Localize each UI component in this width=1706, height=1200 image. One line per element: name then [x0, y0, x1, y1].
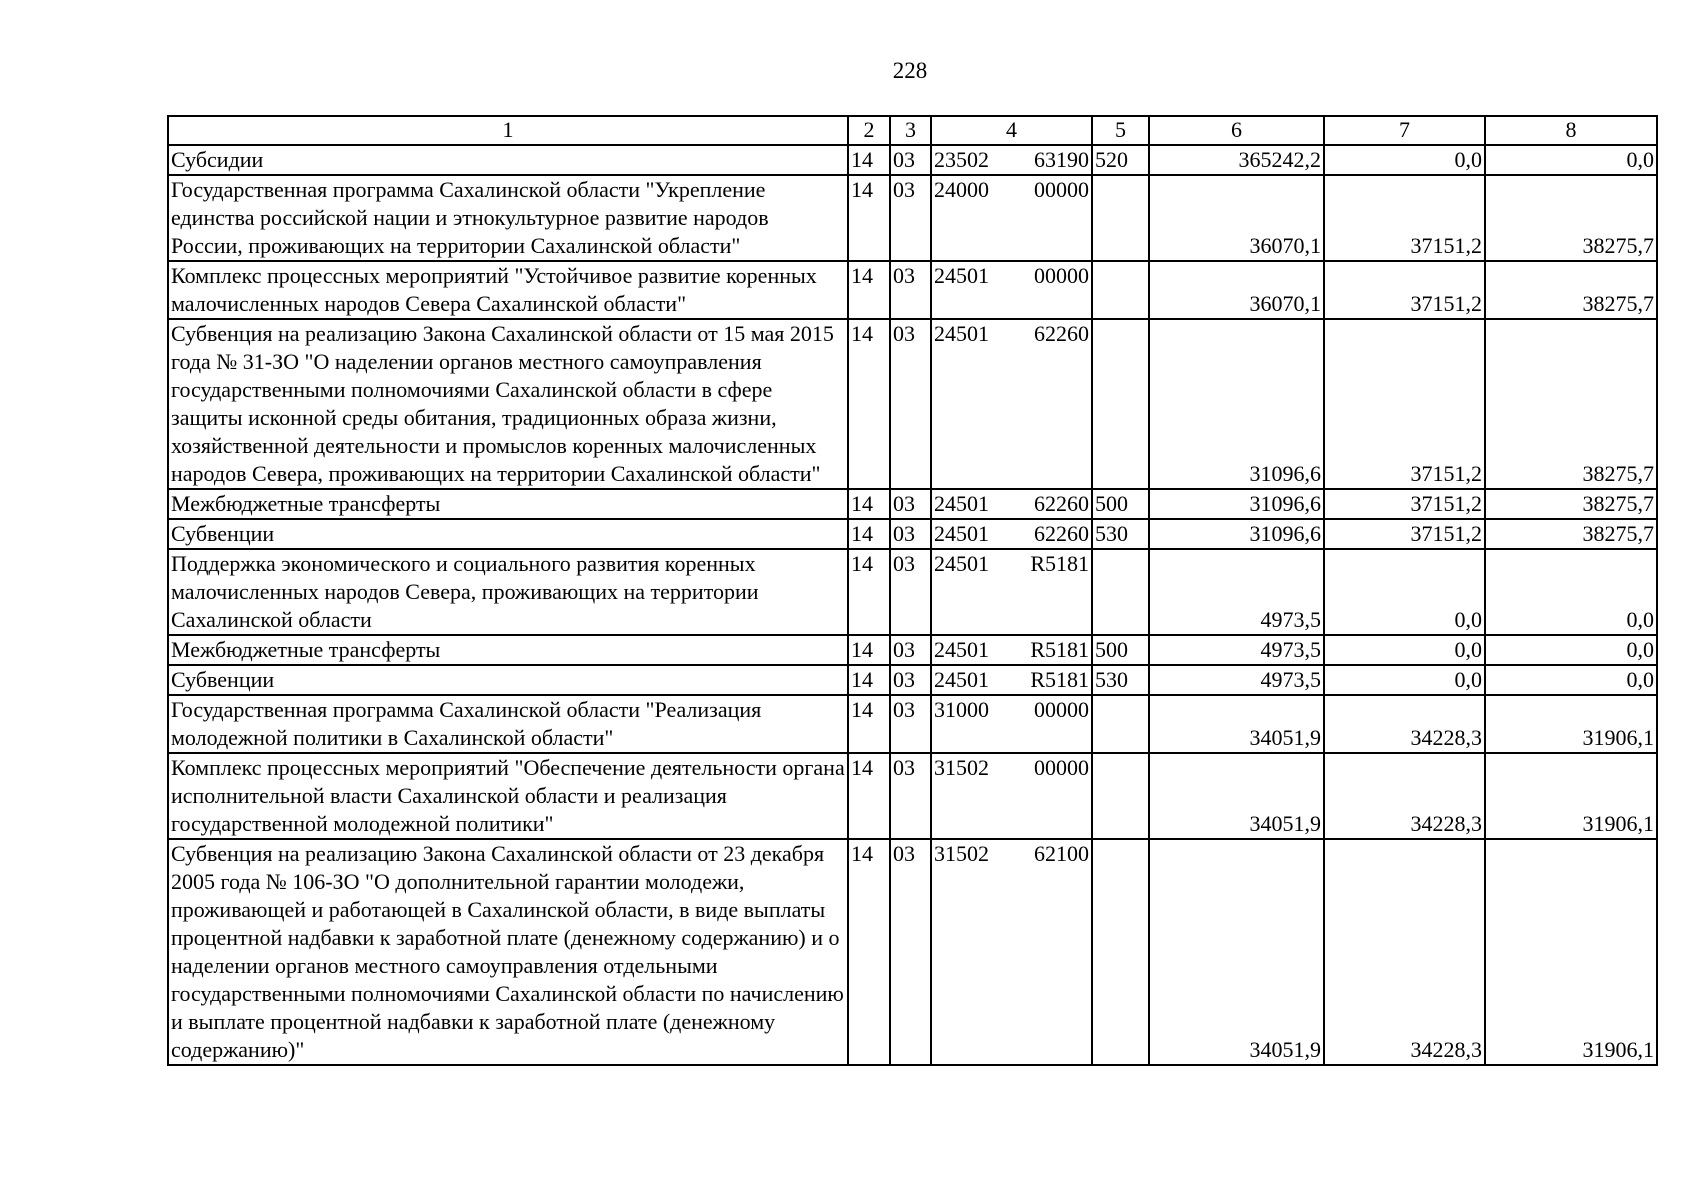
amount-col-7: 37151,2	[1324, 319, 1485, 489]
expense-type-code	[1092, 753, 1149, 839]
subsection-code: 03	[890, 175, 931, 261]
header-col-8: 8	[1485, 116, 1657, 145]
amount-col-6: 36070,1	[1149, 175, 1324, 261]
table-row	[168, 319, 1657, 489]
target-article-code	[931, 519, 1092, 549]
amount-col-6: 34051,9	[1149, 753, 1324, 839]
section-code: 14	[848, 319, 890, 489]
section-code: 14	[848, 839, 890, 1065]
target-article-program: 24501	[934, 637, 989, 662]
row-name: Субвенция на реализацию Закона Сахалинской области от 15 мая 2015 года № 31-ЗО "О наделении органов местного самоуправления государственными полномочиями Сахалинской области в сфере защиты исконной среды обитания, традиционных образа жизни, хозяйственной деятельности и промыслов коренных малочисленных народов Севера, проживающих на территории Сахалинской области"	[168, 319, 848, 489]
target-article-direction: 62260	[1034, 321, 1089, 346]
row-name: Комплекс процессных мероприятий "Устойчивое развитие коренных малочисленных народов Севера Сахалинской области"	[168, 261, 848, 319]
subsection-code: 03	[890, 319, 931, 489]
target-article-program: 31000	[934, 697, 989, 722]
subsection-code: 03	[890, 635, 931, 665]
amount-col-8: 38275,7	[1485, 489, 1657, 519]
amount-col-8: 38275,7	[1485, 319, 1657, 489]
header-col-4: 4	[931, 116, 1092, 145]
target-article-direction: 63190	[1034, 147, 1089, 172]
row-name: Государственная программа Сахалинской области "Реализация молодежной политики в Сахалинской области"	[168, 695, 848, 753]
section-code: 14	[848, 519, 890, 549]
target-article-direction: R5181	[1030, 637, 1089, 662]
expense-type-code: 520	[1092, 145, 1149, 175]
amount-col-6: 34051,9	[1149, 695, 1324, 753]
amount-col-7: 37151,2	[1324, 489, 1485, 519]
target-article-code	[931, 839, 1092, 1065]
amount-col-7: 0,0	[1324, 145, 1485, 175]
amount-col-8: 0,0	[1485, 145, 1657, 175]
header-col-7: 7	[1324, 116, 1485, 145]
row-name: Субвенция на реализацию Закона Сахалинской области от 23 декабря 2005 года № 106-ЗО "О дополнительной гарантии молодежи, проживающей и работающей в Сахалинской области, в виде выплаты процентной надбавки к заработной плате (денежному содержанию) и о наделении органов местного самоуправления отдельными государственными полномочиями Сахалинской области по начислению и выплате процентной надбавки к заработной плате (денежному содержанию)"	[168, 839, 848, 1065]
amount-col-7: 37151,2	[1324, 519, 1485, 549]
target-article-direction: R5181	[1030, 551, 1089, 576]
target-article-code	[931, 145, 1092, 175]
target-article-direction: 00000	[1034, 697, 1089, 722]
amount-col-8: 31906,1	[1485, 753, 1657, 839]
target-article-code	[931, 635, 1092, 665]
row-name: Поддержка экономического и социального развития коренных малочисленных народов Севера, проживающих на территории Сахалинской области	[168, 549, 848, 635]
section-code: 14	[848, 695, 890, 753]
target-article-direction: 00000	[1034, 755, 1089, 780]
budget-table	[167, 115, 1658, 1066]
amount-col-7: 34228,3	[1324, 753, 1485, 839]
subsection-code: 03	[890, 145, 931, 175]
row-name: Межбюджетные трансферты	[168, 489, 848, 519]
amount-col-8: 38275,7	[1485, 175, 1657, 261]
amount-col-8: 0,0	[1485, 665, 1657, 695]
amount-col-8: 0,0	[1485, 549, 1657, 635]
header-col-3: 3	[890, 116, 931, 145]
section-code: 14	[848, 175, 890, 261]
expense-type-code	[1092, 261, 1149, 319]
header-col-2: 2	[848, 116, 890, 145]
section-code: 14	[848, 261, 890, 319]
target-article-direction: 00000	[1034, 263, 1089, 288]
target-article-direction: 00000	[1034, 177, 1089, 202]
target-article-direction: 62260	[1034, 521, 1089, 546]
subsection-code: 03	[890, 489, 931, 519]
subsection-code: 03	[890, 519, 931, 549]
amount-col-7: 37151,2	[1324, 261, 1485, 319]
target-article-code	[931, 489, 1092, 519]
amount-col-6: 31096,6	[1149, 489, 1324, 519]
amount-col-7: 0,0	[1324, 635, 1485, 665]
target-article-direction: 62100	[1034, 841, 1089, 866]
target-article-code	[931, 695, 1092, 753]
section-code: 14	[848, 665, 890, 695]
amount-col-6: 31096,6	[1149, 519, 1324, 549]
target-article-program: 24501	[934, 263, 989, 288]
target-article-program: 24501	[934, 491, 989, 516]
amount-col-6: 31096,6	[1149, 319, 1324, 489]
row-name: Комплекс процессных мероприятий "Обеспечение деятельности органа исполнительной власти Сахалинской области и реализация государственной молодежной политики"	[168, 753, 848, 839]
amount-col-7: 0,0	[1324, 665, 1485, 695]
target-article-code	[931, 261, 1092, 319]
amount-col-7: 34228,3	[1324, 695, 1485, 753]
table-row	[168, 665, 1657, 695]
target-article-code	[931, 549, 1092, 635]
section-code: 14	[848, 753, 890, 839]
section-code: 14	[848, 489, 890, 519]
table-row	[168, 635, 1657, 665]
header-row	[168, 116, 1657, 145]
amount-col-6: 365242,2	[1149, 145, 1324, 175]
amount-col-8: 31906,1	[1485, 695, 1657, 753]
table-row	[168, 145, 1657, 175]
target-article-program: 24501	[934, 667, 989, 692]
row-name: Государственная программа Сахалинской области "Укрепление единства российской нации и этнокультурное развитие народов России, проживающих на территории Сахалинской области"	[168, 175, 848, 261]
amount-col-7: 0,0	[1324, 549, 1485, 635]
section-code: 14	[848, 145, 890, 175]
amount-col-6: 4973,5	[1149, 635, 1324, 665]
expense-type-code: 500	[1092, 489, 1149, 519]
section-code: 14	[848, 635, 890, 665]
target-article-program: 24000	[934, 177, 989, 202]
target-article-code	[931, 665, 1092, 695]
amount-col-6: 4973,5	[1149, 549, 1324, 635]
page-number: 228	[892, 58, 928, 83]
amount-col-6: 34051,9	[1149, 839, 1324, 1065]
amount-col-8: 31906,1	[1485, 839, 1657, 1065]
table-row	[168, 839, 1657, 1065]
subsection-code: 03	[890, 753, 931, 839]
subsection-code: 03	[890, 695, 931, 753]
subsection-code: 03	[890, 549, 931, 635]
amount-col-7: 37151,2	[1324, 175, 1485, 261]
subsection-code: 03	[890, 261, 931, 319]
amount-col-8: 38275,7	[1485, 261, 1657, 319]
row-name: Субвенции	[168, 665, 848, 695]
target-article-program: 24501	[934, 521, 989, 546]
expense-type-code: 530	[1092, 519, 1149, 549]
target-article-code	[931, 319, 1092, 489]
target-article-program: 23502	[934, 147, 989, 172]
target-article-program: 24501	[934, 321, 989, 346]
header-col-6: 6	[1149, 116, 1324, 145]
subsection-code: 03	[890, 839, 931, 1065]
target-article-program: 24501	[934, 551, 989, 576]
target-article-code	[931, 175, 1092, 261]
target-article-code	[931, 753, 1092, 839]
expense-type-code	[1092, 549, 1149, 635]
expense-type-code	[1092, 695, 1149, 753]
table-row	[168, 695, 1657, 753]
amount-col-8: 38275,7	[1485, 519, 1657, 549]
table-row	[168, 753, 1657, 839]
table-row	[168, 261, 1657, 319]
amount-col-6: 36070,1	[1149, 261, 1324, 319]
target-article-direction: R5181	[1030, 667, 1089, 692]
row-name: Межбюджетные трансферты	[168, 635, 848, 665]
subsection-code: 03	[890, 665, 931, 695]
table-row	[168, 519, 1657, 549]
table-row	[168, 489, 1657, 519]
amount-col-7: 34228,3	[1324, 839, 1485, 1065]
header-col-5: 5	[1092, 116, 1149, 145]
row-name: Субсидии	[168, 145, 848, 175]
target-article-program: 31502	[934, 755, 989, 780]
expense-type-code	[1092, 319, 1149, 489]
table-row	[168, 175, 1657, 261]
section-code: 14	[848, 549, 890, 635]
expense-type-code: 530	[1092, 665, 1149, 695]
target-article-program: 31502	[934, 841, 989, 866]
expense-type-code: 500	[1092, 635, 1149, 665]
header-col-1: 1	[168, 116, 848, 145]
expense-type-code	[1092, 839, 1149, 1065]
amount-col-6: 4973,5	[1149, 665, 1324, 695]
target-article-direction: 62260	[1034, 491, 1089, 516]
table-row	[168, 549, 1657, 635]
amount-col-8: 0,0	[1485, 635, 1657, 665]
expense-type-code	[1092, 175, 1149, 261]
row-name: Субвенции	[168, 519, 848, 549]
